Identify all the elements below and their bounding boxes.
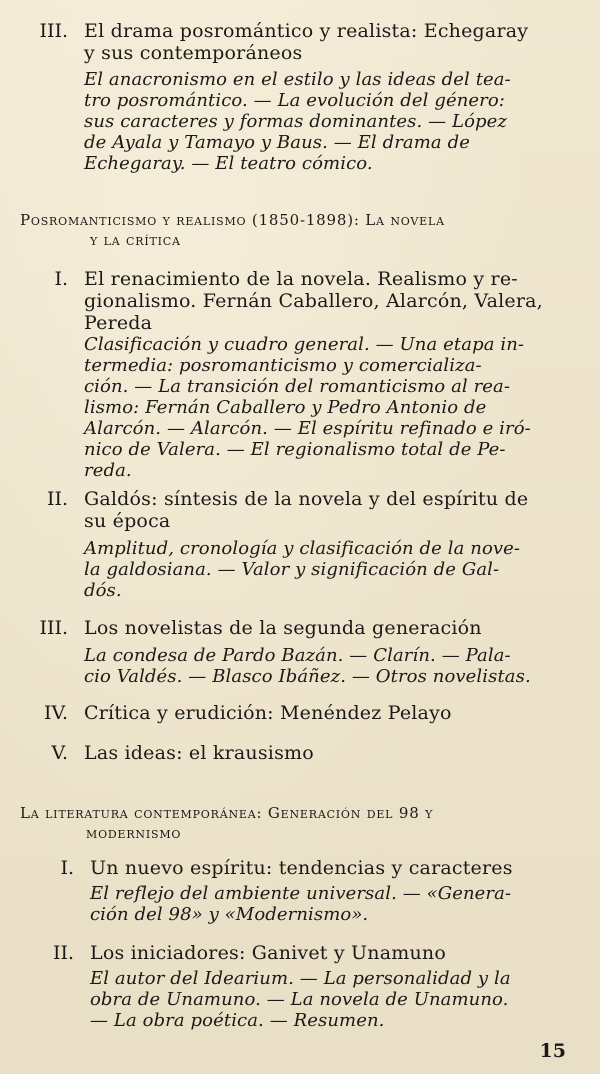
entry-number: III.	[39, 617, 68, 639]
desc-line: nico de Valera. — El regionalismo total de Pe-	[84, 439, 506, 460]
title-line: El renacimiento de la novela. Realismo y re-	[84, 268, 518, 290]
entry-title	[84, 617, 482, 639]
title-line: Crítica y erudición: Menéndez Pelayo	[84, 702, 452, 724]
entry-description	[84, 645, 531, 687]
entry-number: IV.	[44, 702, 68, 724]
section-heading-line: y la crítica	[90, 231, 181, 249]
desc-line: La condesa de Pardo Bazán. — Clarín. — Pala-	[84, 645, 511, 666]
entry-number: II.	[46, 488, 68, 510]
title-line: Galdós: síntesis de la novela y del espíritu de	[84, 488, 529, 510]
entry-description	[90, 883, 511, 925]
desc-line: dós.	[84, 580, 122, 601]
entry-description	[84, 334, 531, 481]
entry-description	[84, 69, 511, 174]
entry-title	[84, 702, 452, 724]
desc-line: la galdosiana. — Valor y significación de Gal-	[84, 559, 500, 580]
title-line: Las ideas: el krausismo	[84, 742, 314, 764]
desc-line: El reflejo del ambiente universal. — «Genera-	[90, 883, 512, 904]
desc-line: El autor del Idearium. — La personalidad y la	[90, 968, 511, 989]
desc-line: El anacronismo en el estilo y las ideas del tea-	[84, 69, 511, 90]
title-line: y sus contemporáneos	[84, 42, 303, 64]
section-heading-line: La literatura contemporánea: Generación del 98 y	[20, 804, 434, 822]
title-line: su época	[84, 510, 171, 532]
desc-line: tro posromántico. — La evolución del género:	[84, 90, 505, 111]
entry-title	[90, 857, 513, 879]
title-line: El drama posromántico y realista: Echegaray	[84, 20, 529, 42]
entry-number: II.	[52, 942, 74, 964]
entry-number: III.	[39, 20, 68, 42]
desc-line: obra de Unamuno. — La novela de Unamuno.	[90, 989, 509, 1010]
page-number: 15	[539, 1040, 566, 1062]
entry-number: V.	[51, 742, 68, 764]
title-line: Los iniciadores: Ganivet y Unamuno	[90, 942, 446, 964]
desc-line: ción del 98» y «Modernismo».	[90, 904, 369, 925]
desc-line: cio Valdés. — Blasco Ibáñez. — Otros novelistas.	[84, 666, 531, 687]
entry-title	[84, 488, 528, 532]
entry-description	[84, 538, 520, 601]
desc-line: Echegaray. — El teatro cómico.	[84, 153, 373, 174]
desc-line: Clasificación y cuadro general. — Una etapa in-	[84, 334, 525, 355]
entry-description	[90, 968, 511, 1031]
desc-line: Alarcón. — Alarcón. — El espíritu refinado e iró-	[84, 418, 531, 439]
entry-title	[84, 268, 543, 334]
section-heading-line: modernismo	[86, 824, 182, 842]
entry-title	[84, 20, 528, 64]
entry-number: I.	[60, 857, 74, 879]
desc-line: lismo: Fernán Caballero y Pedro Antonio de	[84, 397, 487, 418]
desc-line: sus caracteres y formas dominantes. — López	[84, 111, 508, 132]
section-heading-posromanticismo	[20, 210, 560, 250]
title-line: Pereda	[84, 312, 153, 334]
desc-line: Amplitud, cronología y clasificación de la nove-	[84, 538, 521, 559]
entry-number: I.	[54, 268, 68, 290]
entry-title	[90, 942, 446, 964]
section-heading-line: Posromanticismo y realismo (1850-1898): La novela	[20, 211, 445, 229]
desc-line: ción. — La transición del romanticismo al rea-	[84, 376, 511, 397]
desc-line: termedia: posromanticismo y comercializa-	[84, 355, 482, 376]
title-line: Los novelistas de la segunda generación	[84, 617, 482, 639]
title-line: gionalismo. Fernán Caballero, Alarcón, Valera,	[84, 290, 543, 312]
section-heading-literatura-contemporanea	[20, 803, 560, 843]
desc-line: de Ayala y Tamayo y Baus. — El drama de	[84, 132, 470, 153]
title-line: Un nuevo espíritu: tendencias y caracteres	[90, 857, 513, 879]
entry-title	[84, 742, 314, 764]
desc-line: reda.	[84, 460, 132, 481]
desc-line: — La obra poética. — Resumen.	[90, 1010, 385, 1031]
